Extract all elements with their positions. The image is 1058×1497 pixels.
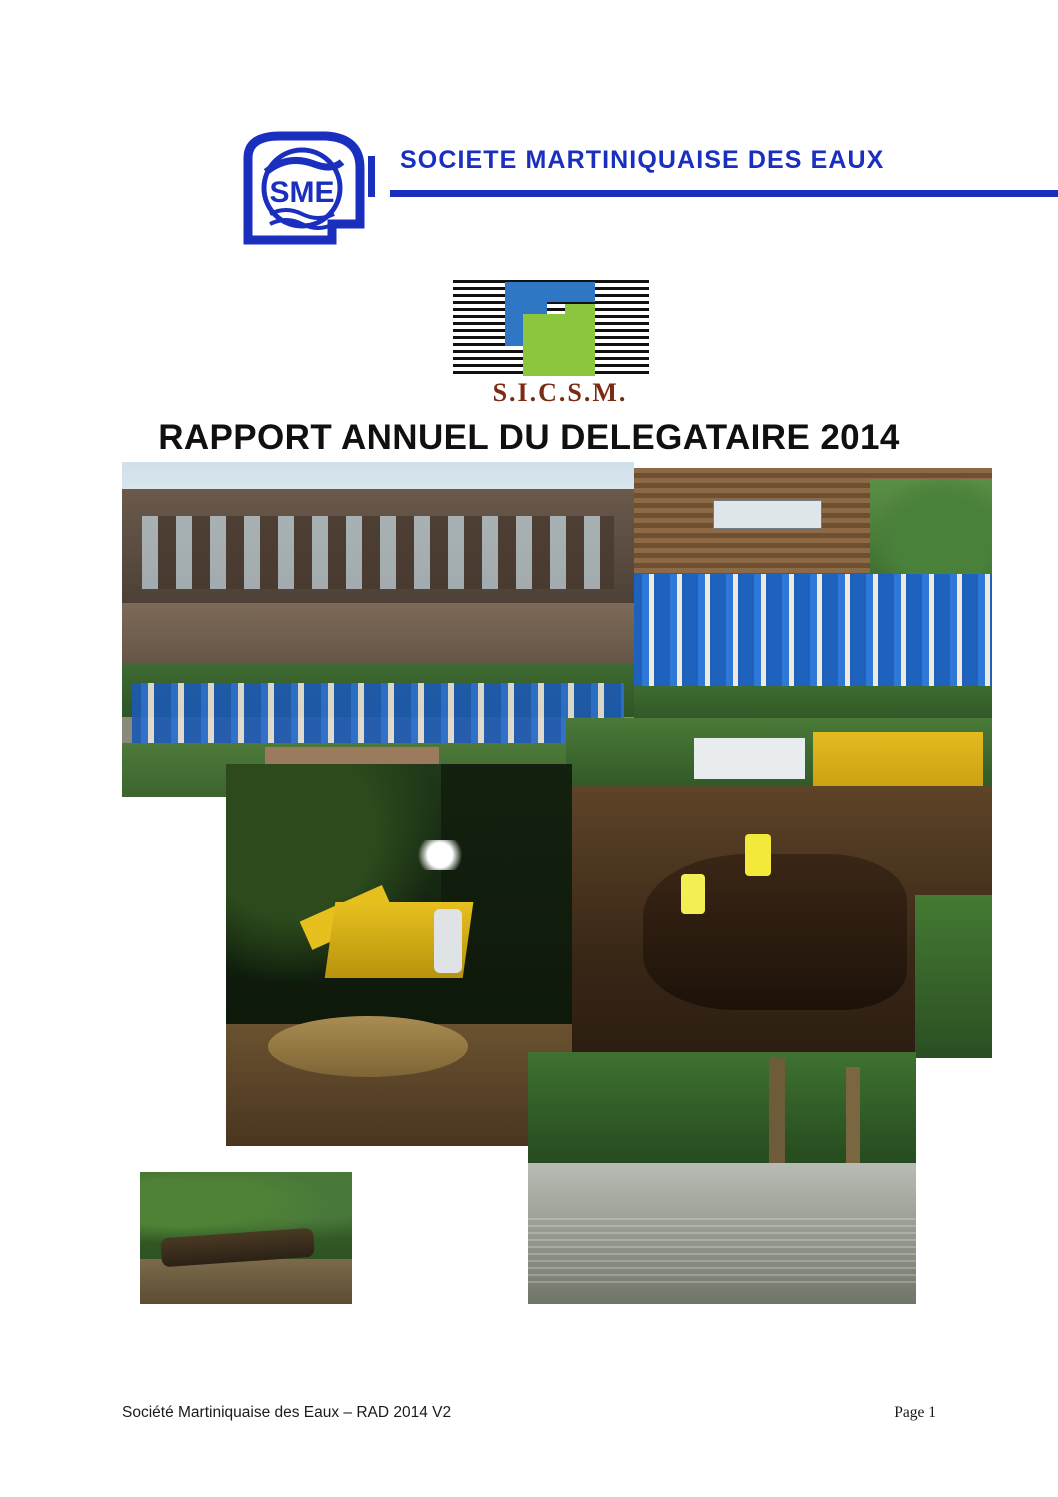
page-footer xyxy=(122,1404,936,1428)
photo-river xyxy=(528,1052,916,1304)
company-name: SOCIETE MARTINIQUAISE DES EAUX xyxy=(400,146,885,174)
footer-document-reference: Société Martiniquaise des Eaux – RAD 2014 V2 xyxy=(122,1404,452,1421)
photo-group xyxy=(634,468,992,734)
photo-building xyxy=(122,462,634,797)
svg-text:SME: SME xyxy=(269,176,335,209)
page-title: RAPPORT ANNUEL DU DELEGATAIRE 2014 xyxy=(158,418,900,457)
photo-trench xyxy=(566,718,992,1058)
footer-page-number: Page 1 xyxy=(894,1404,936,1421)
photo-night xyxy=(226,764,572,1146)
sicsm-label: S.I.C.S.M. xyxy=(492,378,628,407)
photo-pipe xyxy=(140,1172,352,1304)
